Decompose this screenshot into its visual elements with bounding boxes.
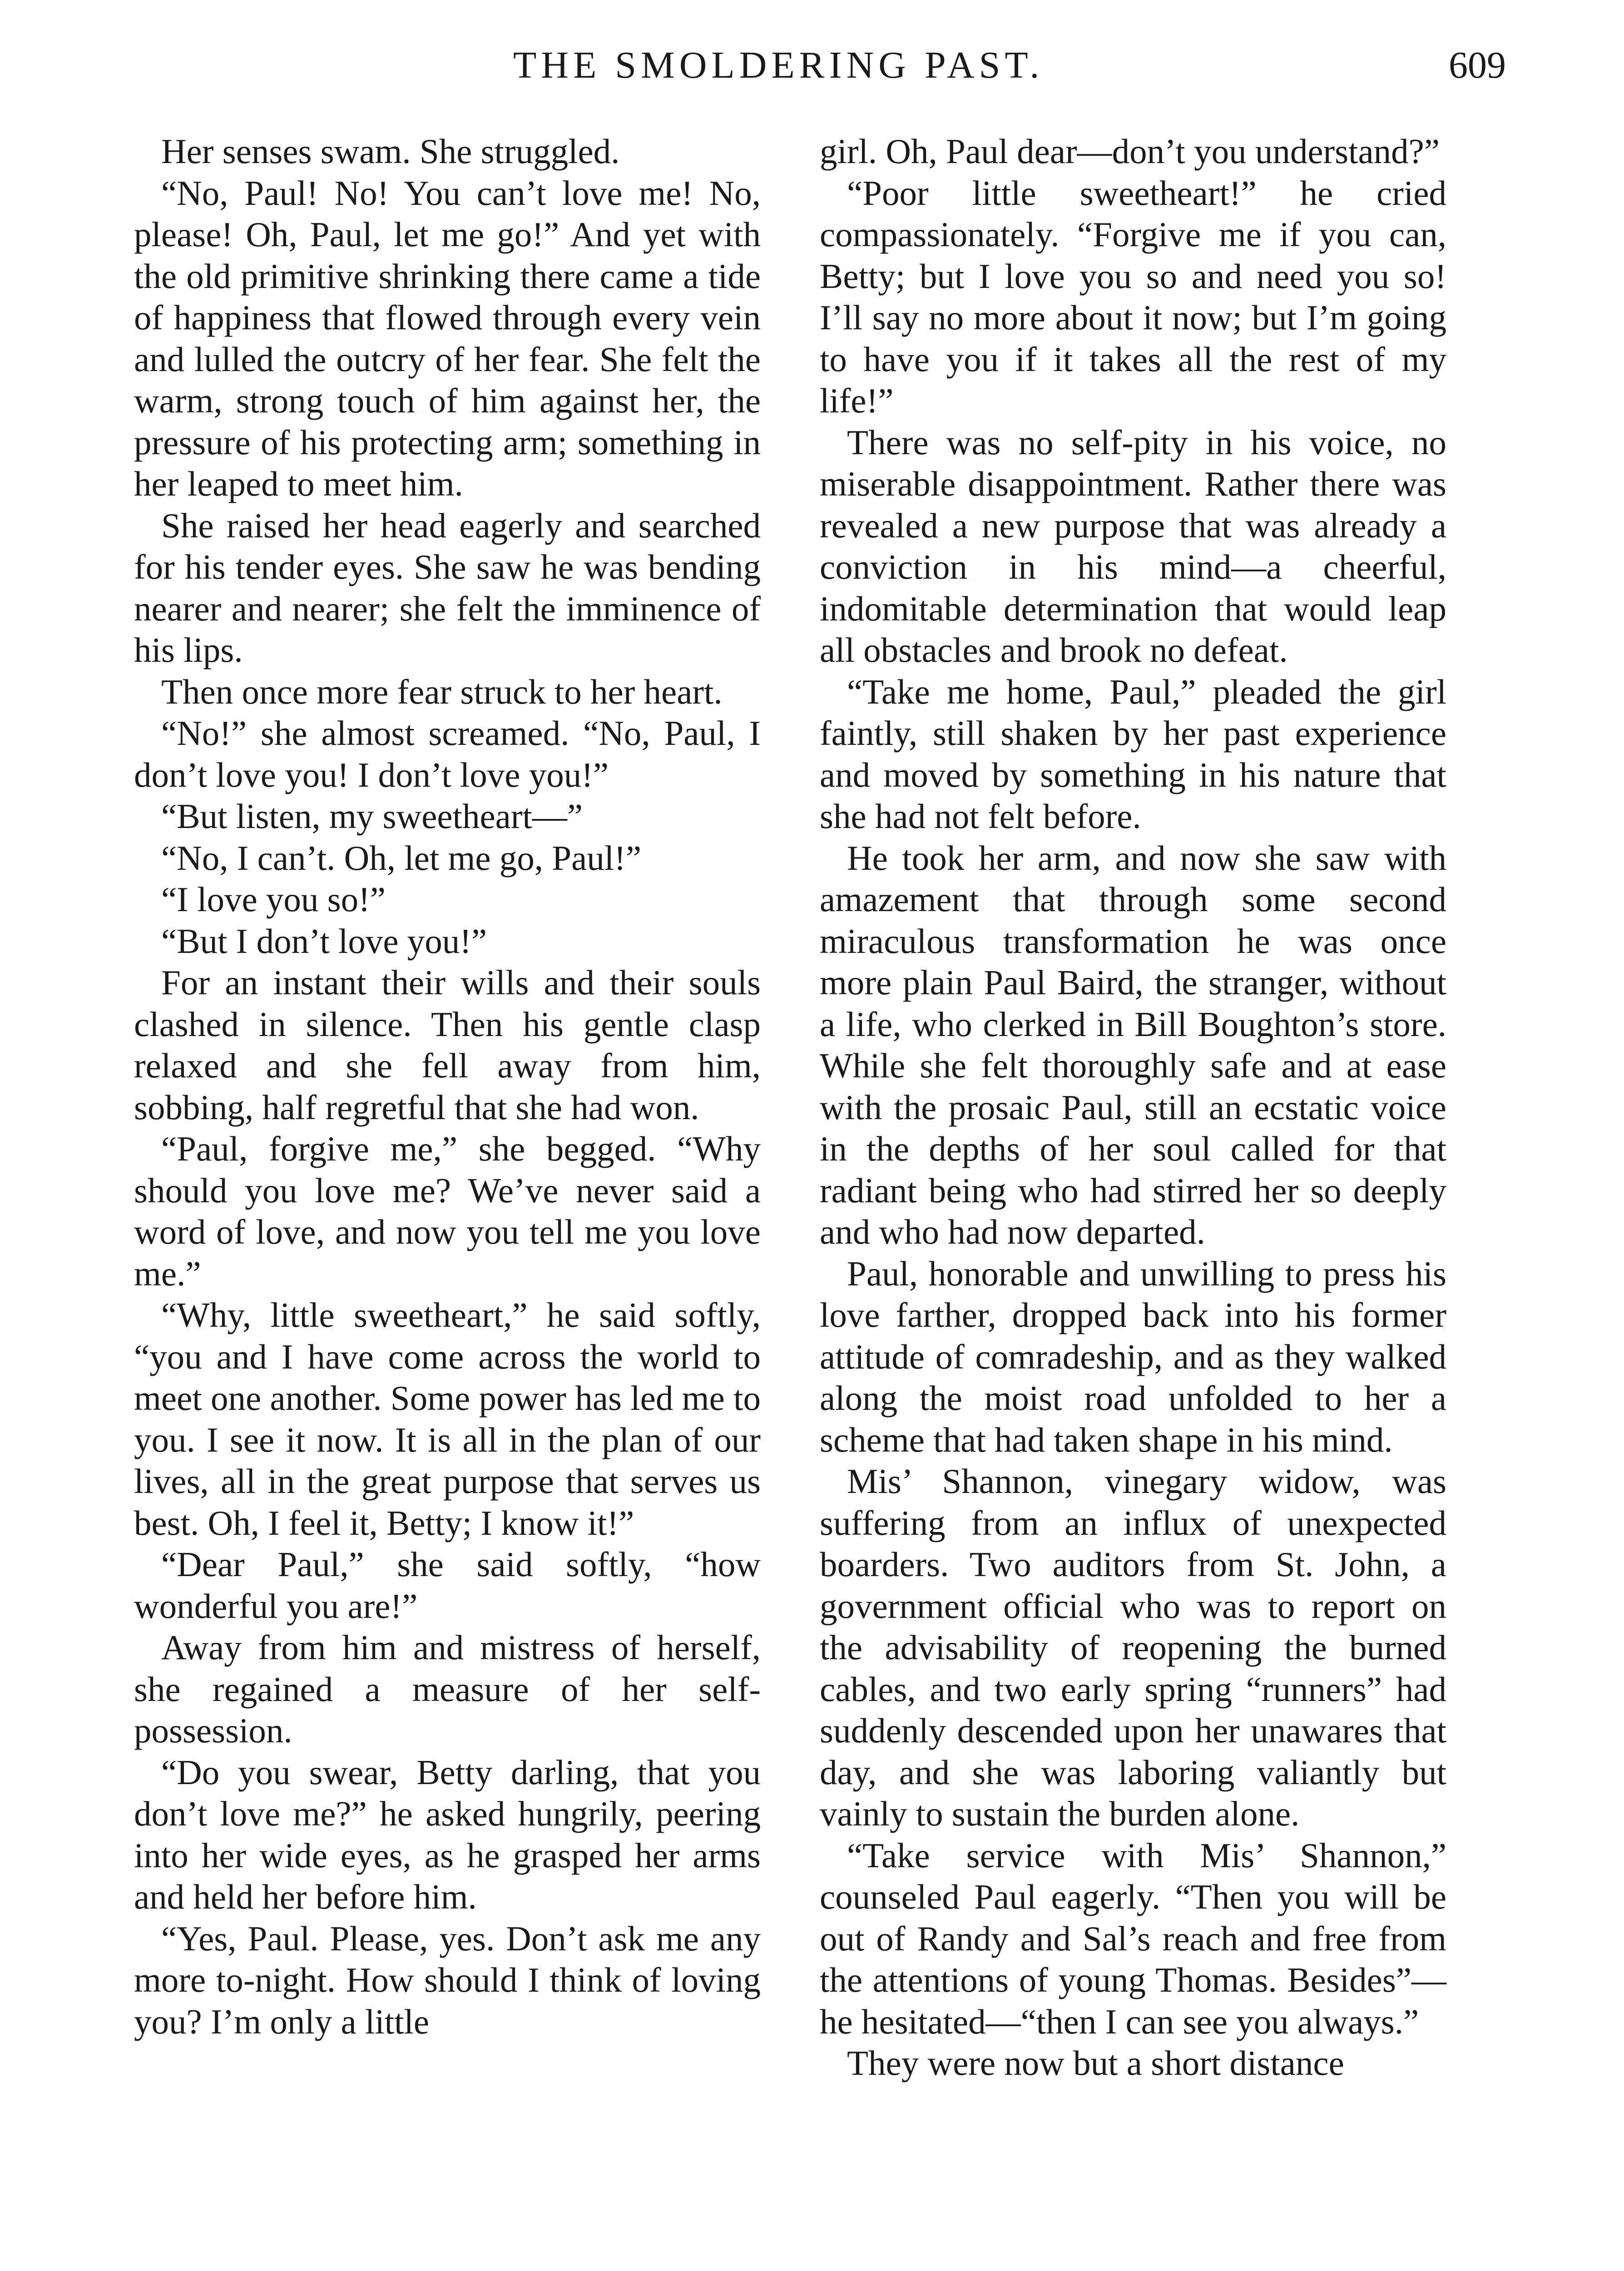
- paragraph: “Yes, Paul. Please, yes. Don’t ask me any more to-night. How should I think of loving you? I’m only a little: [134, 1919, 761, 2041]
- paragraph: “No, Paul! No! You can’t love me! No, please! Oh, Paul, let me go!” And yet with the old primitive shrinking there came a tide of happiness that flowed through every vein and lulled the outcry of her fear. She felt the warm, strong touch of him against her, the pressure of his protecting arm; something in her leaped to meet him.: [134, 173, 761, 503]
- paragraph: “Poor little sweetheart!” he cried compassionately. “Forgive me if you can, Betty; but I love you so and need you so! I’ll say no more about it now; but I’m going to have you if it takes all the rest of my life!”: [820, 173, 1446, 420]
- paragraph: “I love you so!”: [161, 880, 386, 919]
- left-column: [134, 131, 761, 2043]
- paragraph: “No!” she almost screamed. “No, Paul, I don’t love you! I don’t love you!”: [134, 714, 761, 794]
- paragraph: “Take me home, Paul,” pleaded the girl faintly, still shaken by her past experience and moved by something in his nature that she had not felt before.: [820, 672, 1446, 836]
- paragraph: “But listen, my sweetheart—”: [161, 797, 583, 836]
- paragraph: There was no self-pity in his voice, no miserable disappointment. Rather there was revealed a new purpose that was already a conviction in his mind—a cheerful, indomitable determination that would leap all obstacles and brook no defeat.: [820, 422, 1446, 669]
- paragraph: “Take service with Mis’ Shannon,” counseled Paul eagerly. “Then you will be out of Randy and Sal’s reach and free from the attentions of young Thomas. Besides”—he hesitated—“then I can see you always.”: [820, 1835, 1446, 2041]
- paragraph: “Dear Paul,” she said softly, “how wonderful you are!”: [134, 1545, 761, 1626]
- paragraph: He took her arm, and now she saw with amazement that through some second miraculous transformation he was once more plain Paul Baird, the stranger, without a life, who clerked in Bill Boughton’s store. While she felt thoroughly safe and at ease with the prosaic Paul, still an ecstatic voice in the depths of her soul called for that radiant being who had stirred her so deeply and who had now departed.: [820, 838, 1446, 1251]
- paragraph: Then once more fear struck to her heart.: [161, 672, 723, 711]
- paragraph: They were now but a short distance: [847, 2043, 1344, 2083]
- paragraph-continuation: girl. Oh, Paul dear—don’t you understand?”: [820, 132, 1440, 171]
- paragraph: “But I don’t love you!”: [161, 921, 487, 961]
- running-title: THE SMOLDERING PAST.: [513, 44, 1044, 86]
- paragraph: Her senses swam. She struggled.: [161, 132, 620, 171]
- paragraph: She raised her head eagerly and searched for his tender eyes. She saw he was bending nearer and nearer; she felt the imminence of his lips.: [134, 506, 761, 669]
- page-header: [0, 43, 1624, 102]
- paragraph: “Do you swear, Betty darling, that you don’t love me?” he asked hungrily, peering into her wide eyes, as he grasped her arms and held her before him.: [134, 1752, 761, 1916]
- paragraph: “Paul, forgive me,” she begged. “Why should you love me? We’ve never said a word of love, and now you tell me you love me.”: [134, 1129, 761, 1293]
- paragraph: For an instant their wills and their souls clashed in silence. Then his gentle clasp relaxed and she fell away from him, sobbing, half regretful that she had won.: [134, 963, 761, 1127]
- paragraph: Mis’ Shannon, vinegary widow, was suffering from an influx of unexpected boarders. Two auditors from St. John, a government official who was to report on the advisability of reopening the burned cables, and two early spring “runners” had suddenly descended upon her unawares that day, and she was laboring valiantly but vainly to sustain the burden alone.: [820, 1462, 1446, 1833]
- paragraph: Paul, honorable and unwilling to press his love farther, dropped back into his former attitude of comradeship, and as they walked along the moist road unfolded to her a scheme that had taken shape in his mind.: [820, 1254, 1446, 1459]
- paragraph: “No, I can’t. Oh, let me go, Paul!”: [161, 838, 642, 878]
- paragraph: “Why, little sweetheart,” he said softly, “you and I have come across the world to meet one another. Some power has led me to you. I see it now. It is all in the plan of our lives, all in the great purpose that serves us best. Oh, I feel it, Betty; I know it!”: [134, 1295, 761, 1542]
- right-column: [820, 131, 1446, 2084]
- paragraph: Away from him and mistress of herself, she regained a measure of her self-possession.: [134, 1628, 761, 1750]
- page-number: 609: [1449, 44, 1506, 86]
